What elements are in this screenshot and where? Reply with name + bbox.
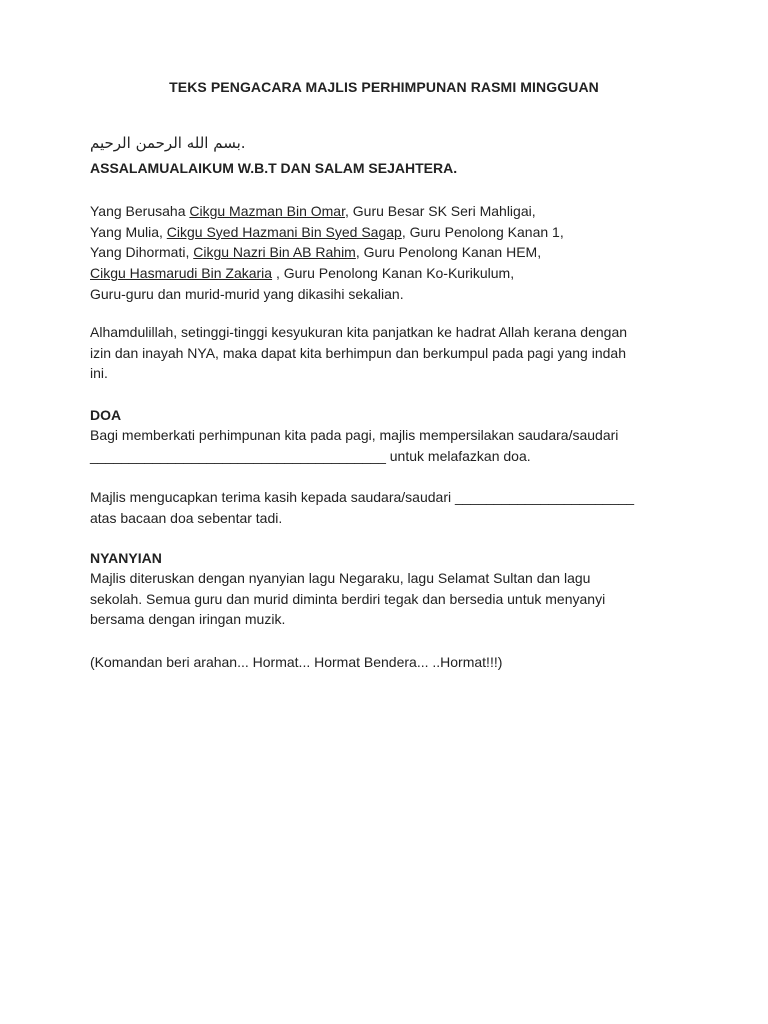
paragraph-line: atas bacaan doa sebentar tadi.	[90, 509, 283, 526]
paragraph-line: ini.	[90, 365, 108, 382]
greeting-line	[90, 284, 564, 305]
greeting-name: Cikgu Syed Hazmani Bin Syed Sagap	[166, 223, 402, 240]
paragraph-line: izin dan inayah NYA, maka dapat kita berhimpun dan berkumpul pada pagi yang indah	[90, 344, 626, 361]
paragraph-line: Bagi memberkati perhimpunan kita pada pagi, majlis mempersilakan saudara/saudari	[90, 427, 619, 443]
paragraph-line: bersama dengan iringan muzik.	[90, 611, 286, 628]
doa-thanks-paragraph	[90, 487, 690, 528]
greeting-suffix: , Guru Penolong Kanan 1,	[401, 223, 564, 240]
greeting-name: Cikgu Nazri Bin AB Rahim	[193, 244, 356, 261]
greeting-line	[90, 263, 564, 284]
greeting-suffix: , Guru Penolong Kanan Ko-Kurikulum,	[272, 265, 515, 282]
greeting-prefix: Yang Berusaha	[90, 203, 190, 219]
nyanyian-heading: NYANYIAN	[90, 550, 162, 566]
doa-invite-paragraph	[90, 425, 690, 466]
nyanyian-paragraph	[90, 568, 690, 630]
greeting-line	[90, 222, 564, 243]
bismillah-text: بسم الله الرحمن الرحيم.	[90, 134, 246, 152]
greeting-suffix: , Guru Besar SK Seri Mahligai,	[344, 203, 536, 219]
paragraph-line: sekolah. Semua guru dan murid diminta berdiri tegak dan bersedia untuk menyanyi	[90, 590, 606, 607]
greetings-block	[90, 201, 564, 305]
greeting-line	[90, 201, 564, 222]
document-title: TEKS PENGACARA MAJLIS PERHIMPUNAN RASMI MINGGUAN	[169, 79, 599, 95]
command-paragraph	[90, 652, 690, 673]
paragraph-line: ______________________________________ untuk melafazkan doa.	[90, 447, 531, 464]
paragraph-line: (Komandan beri arahan... Hormat... Hormat Bendera... ..Hormat!!!)	[90, 654, 503, 670]
greeting-prefix: Yang Dihormati,	[90, 244, 194, 261]
salam-greeting: ASSALAMUALAIKUM W.B.T DAN SALAM SEJAHTERA.	[90, 160, 458, 176]
doa-heading: DOA	[90, 407, 122, 423]
greeting-name: Cikgu Hasmarudi Bin Zakaria	[90, 265, 273, 282]
greeting-line	[90, 242, 564, 263]
greeting-name: Cikgu Mazman Bin Omar	[189, 203, 345, 219]
opening-paragraph	[90, 322, 690, 384]
paragraph-line: Majlis diteruskan dengan nyanyian lagu Negaraku, lagu Selamat Sultan dan lagu	[90, 570, 591, 586]
greeting-prefix: Guru-guru dan murid-murid yang dikasihi sekalian.	[90, 285, 404, 302]
paragraph-line: Majlis mengucapkan terima kasih kepada saudara/saudari _______________________	[90, 489, 635, 505]
greeting-suffix: , Guru Penolong Kanan HEM,	[355, 244, 542, 261]
paragraph-line: Alhamdulillah, setinggi-tinggi kesyukuran kita panjatkan ke hadrat Allah kerana dengan	[90, 324, 628, 340]
greeting-prefix: Yang Mulia,	[90, 223, 167, 240]
